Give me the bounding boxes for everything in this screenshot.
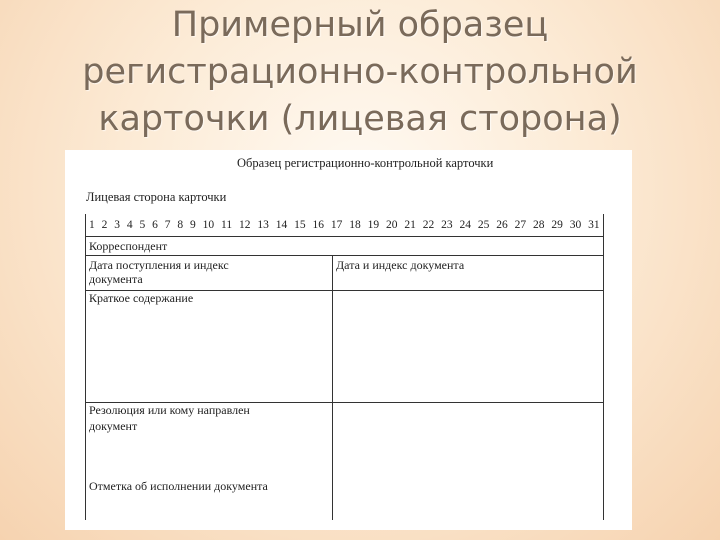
column-divider [332, 255, 333, 520]
slide-title-line-2: регистрационно-контрольной [82, 52, 638, 92]
day-number: 27 [514, 219, 527, 231]
day-number: 29 [551, 219, 563, 231]
row-divider [86, 236, 603, 237]
execution-note-label: Отметка об исполнении документа [89, 479, 268, 493]
day-number: 23 [441, 219, 453, 231]
day-number: 17 [330, 219, 343, 231]
registration-card [85, 214, 604, 520]
day-number: 10 [202, 219, 215, 231]
slide-title [0, 2, 720, 143]
doc-date-index-label: Дата и индекс документа [336, 258, 465, 272]
day-number: 8 [177, 219, 184, 231]
summary-label: Краткое содержание [89, 291, 194, 305]
receipt-date-label-line-2: документа [89, 272, 143, 286]
resolution-label-line-1: Резолюция или кому направлен [89, 403, 250, 417]
day-number: 2 [101, 219, 108, 231]
day-number: 9 [190, 219, 196, 231]
day-number: 11 [221, 219, 233, 231]
front-side-label: Лицевая сторона карточки [86, 190, 227, 204]
document-image [65, 150, 632, 530]
day-number: 26 [496, 219, 508, 231]
day-numbers-row [86, 214, 603, 236]
slide-title-line-1: Примерный образец [171, 5, 549, 45]
correspondent-label: Корреспондент [89, 239, 168, 253]
day-number: 6 [152, 219, 158, 231]
day-number: 25 [477, 219, 490, 231]
day-number: 7 [164, 219, 171, 231]
day-number: 21 [404, 219, 416, 231]
day-number: 31 [588, 219, 600, 231]
day-number: 19 [367, 219, 380, 231]
resolution-label-line-2: документ [89, 419, 138, 433]
slide-title-line-3: карточки (лицевая сторона) [98, 99, 622, 139]
receipt-date-label-line-1: Дата поступления и индекс [89, 258, 229, 272]
day-number: 15 [294, 219, 306, 231]
day-number: 12 [238, 219, 251, 231]
document-heading: Образец регистрационно-контрольной карточки [237, 156, 494, 170]
day-number: 5 [139, 219, 146, 231]
day-number: 20 [385, 219, 398, 231]
day-number: 24 [459, 219, 471, 231]
row-divider [86, 255, 603, 256]
day-number: 14 [275, 219, 288, 231]
day-number: 28 [532, 219, 545, 231]
day-number: 18 [349, 219, 361, 231]
day-number: 30 [569, 219, 582, 231]
day-number: 1 [89, 219, 95, 231]
day-number: 3 [114, 219, 120, 231]
day-number: 13 [257, 219, 269, 231]
day-number: 22 [422, 219, 435, 231]
day-number: 4 [126, 219, 133, 231]
day-number: 16 [312, 219, 324, 231]
